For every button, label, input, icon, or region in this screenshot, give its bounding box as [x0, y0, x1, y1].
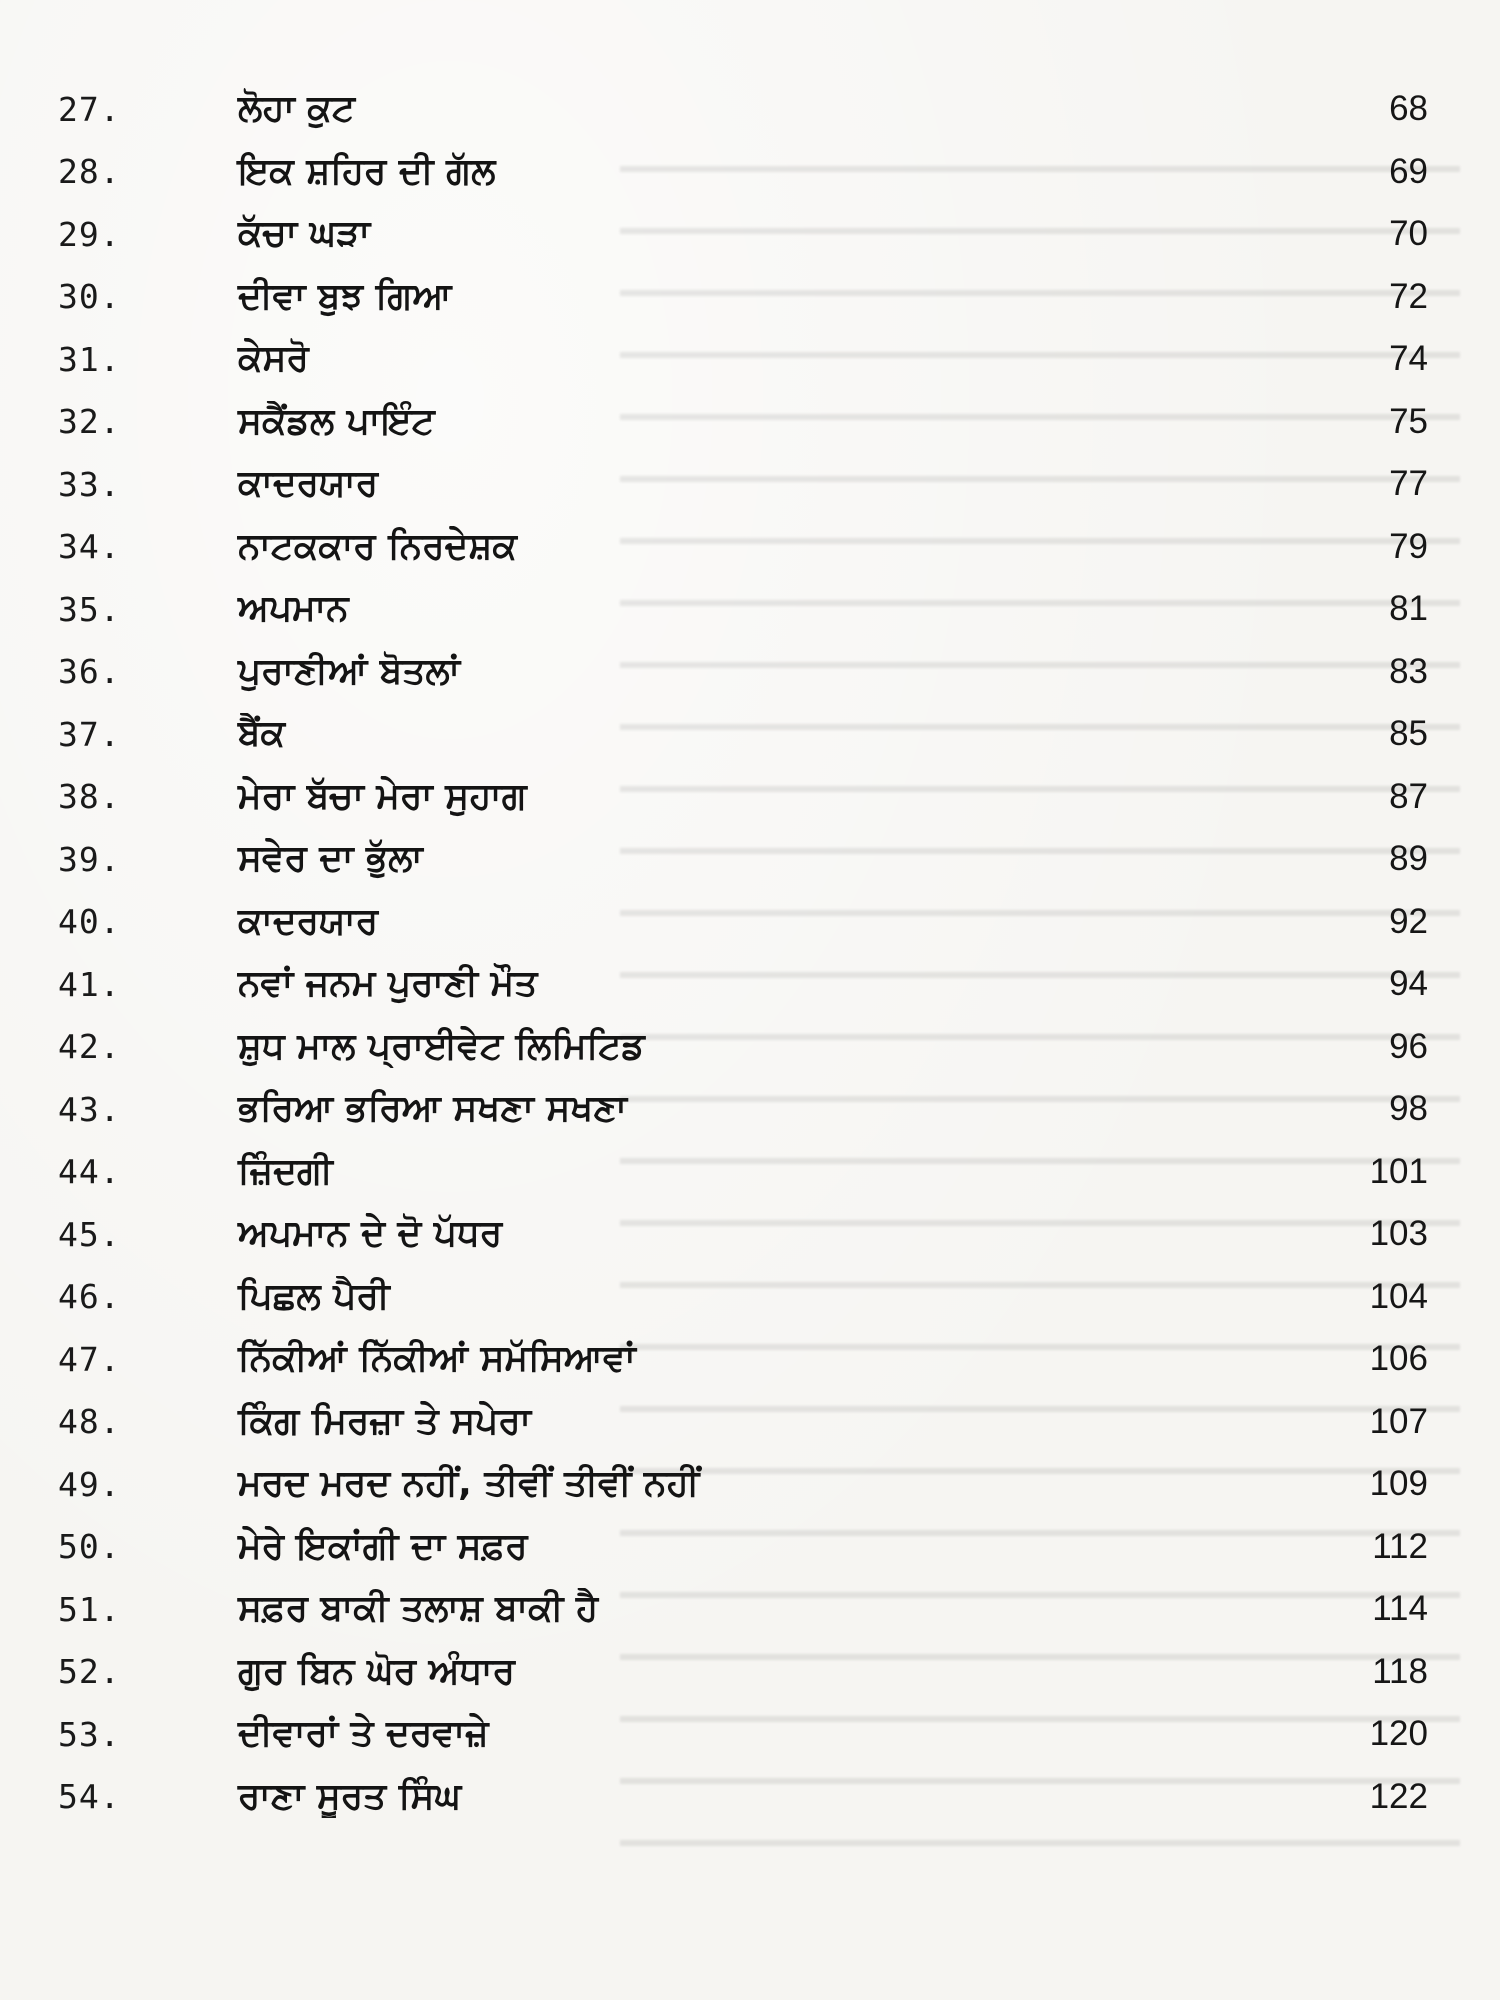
toc-entry-number: 51.: [58, 1589, 121, 1629]
toc-entry-title: ਇਕ ਸ਼ਹਿਰ ਦੀ ਗੱਲ: [238, 150, 496, 192]
toc-entry-title: ਦੀਵਾਰਾਂ ਤੇ ਦਰਵਾਜ਼ੇ: [238, 1713, 489, 1755]
toc-entry-title: ਪੁਰਾਣੀਆਂ ਬੋਤਲਾਂ: [238, 650, 460, 692]
toc-entry-page: 120: [1369, 1714, 1428, 1754]
toc-entry: [58, 1141, 1428, 1204]
toc-entry-page: 68: [1389, 89, 1428, 129]
toc-entry-title: ਸਵੇਰ ਦਾ ਭੁੱਲਾ: [238, 838, 423, 880]
toc-entry-title: ਰਾਣਾ ਸੂਰਤ ਸਿੰਘ: [238, 1775, 462, 1817]
toc-entry-number: 35.: [58, 589, 121, 629]
toc-entry-page: 118: [1372, 1651, 1428, 1691]
toc-entry-number: 32.: [58, 402, 121, 442]
toc-entry-page: 112: [1372, 1526, 1428, 1566]
toc-entry-title: ਕੇਸਰੋ: [238, 338, 309, 380]
toc-entry-number: 43.: [58, 1089, 121, 1129]
toc-entry: [58, 1203, 1428, 1266]
toc-entry-number: 34.: [58, 527, 121, 567]
toc-entry-page: 87: [1389, 776, 1428, 816]
toc-entry-page: 109: [1369, 1464, 1428, 1504]
toc-entry-page: 85: [1389, 714, 1428, 754]
toc-entry-title: ਬੈਂਕ: [238, 713, 286, 755]
toc-entry-page: 106: [1369, 1339, 1428, 1379]
toc-entry: [58, 391, 1428, 454]
toc-entry: [58, 703, 1428, 766]
toc-entry-title: ਗੁਰ ਬਿਨ ਘੋਰ ਅੰਧਾਰ: [238, 1650, 515, 1692]
toc-entry-page: 72: [1389, 276, 1428, 316]
toc-entry-number: 50.: [58, 1527, 121, 1567]
toc-entry: [58, 328, 1428, 391]
toc-entry-number: 41.: [58, 964, 121, 1004]
toc-entry-title: ਸਕੈਂਡਲ ਪਾਇੰਟ: [238, 400, 435, 442]
toc-entry: [58, 1516, 1428, 1579]
table-of-contents: [58, 78, 1428, 1828]
toc-entry: [58, 1016, 1428, 1079]
toc-entry-title: ਕਾਦਰਯਾਰ: [238, 463, 379, 505]
toc-entry-number: 48.: [58, 1402, 121, 1442]
toc-entry-number: 46.: [58, 1277, 121, 1317]
toc-entry-page: 107: [1369, 1401, 1428, 1441]
toc-entry-number: 45.: [58, 1214, 121, 1254]
toc-entry-page: 81: [1389, 589, 1428, 629]
toc-entry: [58, 1266, 1428, 1329]
toc-entry-page: 79: [1389, 526, 1428, 566]
toc-entry-title: ਨਿੱਕੀਆਂ ਨਿੱਕੀਆਂ ਸਮੱਸਿਆਵਾਂ: [238, 1338, 636, 1380]
toc-entry-title: ਕਿੰਗ ਮਿਰਜ਼ਾ ਤੇ ਸਪੇਰਾ: [238, 1400, 532, 1442]
toc-entry-number: 40.: [58, 902, 121, 942]
toc-entry-title: ਨਾਟਕਕਾਰ ਨਿਰਦੇਸ਼ਕ: [238, 525, 517, 567]
toc-entry-title: ਲੋਹਾ ਕੁਟ: [238, 88, 355, 130]
toc-entry-title: ਅਪਮਾਨ: [238, 588, 349, 630]
toc-entry-title: ਅਪਮਾਨ ਦੇ ਦੋ ਪੱਧਰ: [238, 1213, 503, 1255]
toc-entry-title: ਪਿਛਲ ਪੈਰੀ: [238, 1275, 390, 1317]
toc-entry-page: 122: [1369, 1776, 1428, 1816]
toc-entry-title: ਕੱਚਾ ਘੜਾ: [238, 213, 371, 255]
toc-entry: [58, 516, 1428, 579]
toc-entry-number: 39.: [58, 839, 121, 879]
toc-entry-number: 33.: [58, 464, 121, 504]
toc-entry-page: 103: [1369, 1214, 1428, 1254]
toc-entry-number: 52.: [58, 1652, 121, 1692]
toc-entry-page: 69: [1389, 151, 1428, 191]
toc-entry-number: 42.: [58, 1027, 121, 1067]
toc-entry-page: 104: [1369, 1276, 1428, 1316]
toc-entry-number: 31.: [58, 339, 121, 379]
toc-entry-page: 98: [1389, 1089, 1428, 1129]
toc-entry: [58, 641, 1428, 704]
toc-entry-page: 114: [1372, 1589, 1428, 1629]
toc-entry-page: 89: [1389, 839, 1428, 879]
toc-entry-number: 28.: [58, 152, 121, 192]
toc-entry-title: ਜ਼ਿੰਦਗੀ: [238, 1150, 333, 1192]
toc-entry-number: 36.: [58, 652, 121, 692]
toc-entry: [58, 1703, 1428, 1766]
toc-entry: [58, 1328, 1428, 1391]
toc-entry-number: 44.: [58, 1152, 121, 1192]
toc-entry-page: 94: [1389, 964, 1428, 1004]
toc-entry-title: ਮਰਦ ਮਰਦ ਨਹੀਂ, ਤੀਵੀਂ ਤੀਵੀਂ ਨਹੀਂ: [238, 1463, 700, 1505]
toc-entry: [58, 78, 1428, 141]
toc-entry: [58, 1453, 1428, 1516]
toc-entry: [58, 891, 1428, 954]
toc-entry-title: ਮੇਰੇ ਇਕਾਂਗੀ ਦਾ ਸਫ਼ਰ: [238, 1525, 528, 1567]
toc-entry-title: ਭਰਿਆ ਭਰਿਆ ਸਖਣਾ ਸਖਣਾ: [238, 1088, 627, 1130]
toc-entry-number: 30.: [58, 277, 121, 317]
toc-entry-number: 49.: [58, 1464, 121, 1504]
toc-entry: [58, 1766, 1428, 1829]
toc-entry-page: 101: [1369, 1151, 1428, 1191]
toc-entry-title: ਨਵਾਂ ਜਨਮ ਪੁਰਾਣੀ ਮੌਤ: [238, 963, 538, 1005]
toc-entry-title: ਦੀਵਾ ਬੁਝ ਗਿਆ: [238, 275, 452, 317]
toc-entry-title: ਸ਼ੁਧ ਮਾਲ ਪ੍ਰਾਈਵੇਟ ਲਿਮਿਟਿਡ: [238, 1025, 645, 1067]
toc-entry-page: 75: [1389, 401, 1428, 441]
toc-entry-page: 92: [1389, 901, 1428, 941]
toc-entry-number: 54.: [58, 1777, 121, 1817]
toc-entry-page: 74: [1389, 339, 1428, 379]
toc-entry: [58, 578, 1428, 641]
toc-entry-title: ਕਾਦਰਯਾਰ: [238, 900, 379, 942]
toc-entry: [58, 953, 1428, 1016]
toc-entry-page: 77: [1389, 464, 1428, 504]
toc-entry: [58, 453, 1428, 516]
toc-entry-number: 47.: [58, 1339, 121, 1379]
toc-entry-page: 70: [1389, 214, 1428, 254]
toc-entry: [58, 1641, 1428, 1704]
toc-entry-number: 27.: [58, 89, 121, 129]
toc-entry-number: 53.: [58, 1714, 121, 1754]
toc-entry: [58, 266, 1428, 329]
toc-entry: [58, 1391, 1428, 1454]
toc-entry: [58, 1078, 1428, 1141]
toc-entry: [58, 1578, 1428, 1641]
toc-entry-title: ਮੇਰਾ ਬੱਚਾ ਮੇਰਾ ਸੁਹਾਗ: [238, 775, 527, 817]
toc-entry-number: 38.: [58, 777, 121, 817]
toc-entry: [58, 828, 1428, 891]
toc-entry: [58, 141, 1428, 204]
toc-entry-number: 37.: [58, 714, 121, 754]
toc-entry-title: ਸਫ਼ਰ ਬਾਕੀ ਤਲਾਸ਼ ਬਾਕੀ ਹੈ: [238, 1588, 599, 1630]
toc-entry-number: 29.: [58, 214, 121, 254]
toc-entry-page: 96: [1389, 1026, 1428, 1066]
toc-entry: [58, 203, 1428, 266]
toc-entry-page: 83: [1389, 651, 1428, 691]
toc-entry: [58, 766, 1428, 829]
